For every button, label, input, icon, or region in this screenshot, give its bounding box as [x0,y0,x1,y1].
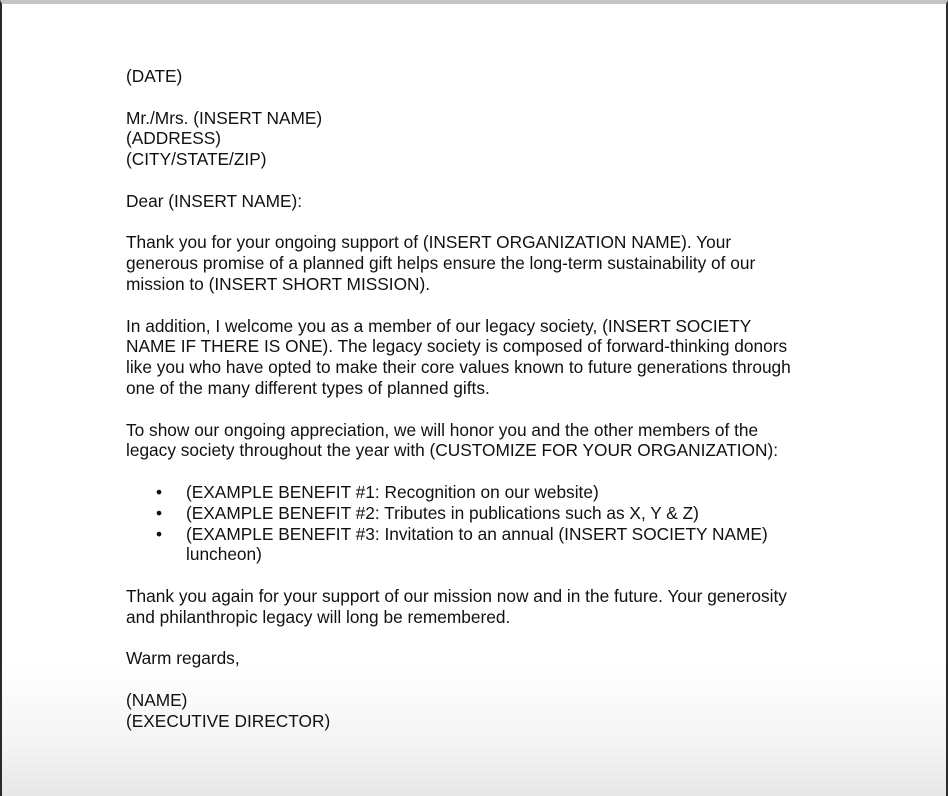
paragraph-line: one of the many different types of planned gifts. [126,377,490,398]
sign-off: Warm regards, [126,648,240,669]
recipient-name: Mr./Mrs. (INSERT NAME) [126,107,323,128]
signer-title: (EXECUTIVE DIRECTOR) [126,710,331,731]
recipient-city-state-zip: (CITY/STATE/ZIP) [126,149,267,170]
signature-block [126,690,846,732]
benefit-text: (EXAMPLE BENEFIT #2: Tributes in publications such as X, Y & Z) [186,502,699,523]
bullet-icon: • [156,481,163,502]
paragraph-line: like you who have opted to make their core values known to future generations through [126,357,791,378]
paragraph-line: and philanthropic legacy will long be remembered. [126,606,511,627]
spacer [126,399,846,420]
paragraph-appreciation [126,420,846,462]
benefits-list [126,482,846,565]
benefit-text: luncheon) [186,544,262,565]
spacer [126,212,846,233]
benefit-text: (EXAMPLE BENEFIT #1: Recognition on our website) [186,481,599,502]
spacer [126,565,846,586]
paragraph-line: Thank you for your ongoing support of (INSERT ORGANIZATION NAME). Your [126,232,732,253]
spacer [126,669,846,690]
signer-name: (NAME) [126,689,188,710]
recipient-address: (ADDRESS) [126,128,222,149]
letter-body [126,66,846,732]
paragraph-line: NAME IF THERE IS ONE). The legacy society is composed of forward-thinking donors [126,336,788,357]
paragraph-line: mission to (INSERT SHORT MISSION). [126,273,431,294]
paragraph-line: legacy society throughout the year with (CUSTOMIZE FOR YOUR ORGANIZATION): [126,440,779,461]
spacer [126,461,846,482]
spacer [126,87,846,108]
paragraph-line: To show our ongoing appreciation, we will honor you and the other members of the [126,419,759,440]
spacer [126,170,846,191]
list-item [126,503,816,524]
bullet-icon: • [156,502,163,523]
recipient-block [126,108,846,170]
paragraph-welcome [126,316,846,399]
list-item [126,524,816,566]
spacer [126,295,846,316]
list-item [126,482,816,503]
bullet-icon: • [156,523,163,544]
paragraph-line: Thank you again for your support of our mission now and in the future. Your generosity [126,585,787,606]
paragraph-line: In addition, I welcome you as a member of our legacy society, (INSERT SOCIETY [126,315,752,336]
salutation: Dear (INSERT NAME): [126,190,303,211]
spacer [126,628,846,649]
letter-date: (DATE) [126,66,183,86]
benefit-text: (EXAMPLE BENEFIT #3: Invitation to an annual (INSERT SOCIETY NAME) [186,523,768,544]
paragraph-closing [126,586,846,628]
paragraph-thank-you [126,232,846,294]
paragraph-line: generous promise of a planned gift helps ensure the long-term sustainability of our [126,253,756,274]
